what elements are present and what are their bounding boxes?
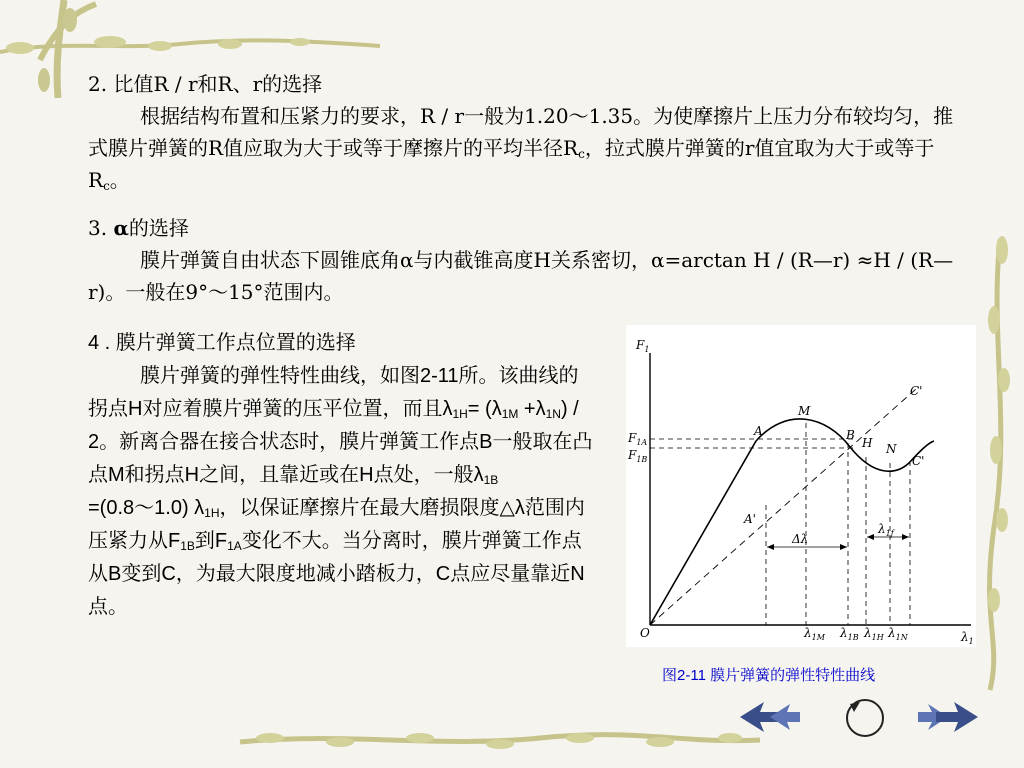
section-2-text-b: ，拉式膜片弹簧的r值宜取为大于或等于R <box>88 136 935 192</box>
text: 。新离合器在接合状态时，膜片弹簧工作点 <box>99 429 480 453</box>
point-n-label: N <box>886 442 897 456</box>
symbol: +λ <box>518 398 546 420</box>
subscript: c <box>578 147 585 161</box>
text: 点应尽量靠近 <box>450 561 571 585</box>
text: 点。 <box>88 594 128 618</box>
point-a-prime-label: A' <box>744 512 756 526</box>
symbol: F <box>214 530 228 552</box>
x-tick-l1h: $\lambda_{1H}$ <box>864 626 884 642</box>
section-4 <box>88 326 598 622</box>
subscript: 1M <box>501 407 519 421</box>
text: 和拐点 <box>124 462 185 486</box>
elastic-characteristic-figure <box>626 325 976 647</box>
section-4-heading-text: 4 . 膜片弹簧工作点位置的选择 <box>88 332 356 354</box>
replay-button[interactable] <box>836 688 912 746</box>
subscript: 1N <box>545 407 561 421</box>
text: 点处，一般 <box>373 462 474 486</box>
symbol: N <box>570 563 585 585</box>
symbol: λ <box>473 464 484 486</box>
figure-ref: 2-11 <box>420 365 459 387</box>
symbol: H <box>184 464 200 486</box>
point-c-prime-label: C' <box>910 384 923 398</box>
subscript: 1B <box>483 473 499 487</box>
subscript: 1B <box>180 539 195 553</box>
symbol: C <box>435 563 451 585</box>
section-2 <box>88 68 968 196</box>
text: 变化不大。当分离时，膜片弹簧工作点从 <box>88 528 582 585</box>
text: 范围内压紧力从 <box>88 495 585 552</box>
alpha-symbol: α <box>113 216 129 240</box>
dashed-diagonal <box>650 389 916 625</box>
previous-slide-button[interactable] <box>730 688 806 746</box>
point-c-label: C' <box>912 454 925 468</box>
section-3 <box>88 212 968 308</box>
symbol: λ <box>442 398 453 420</box>
text: 所。该曲线的拐点 <box>88 363 579 420</box>
text: 到 <box>194 528 215 552</box>
section-2-heading: 2. 比值R / r和R、r的选择 <box>88 72 323 96</box>
section-3-paragraph: 膜片弹簧自由状态下圆锥底角α与内截锥高度H关系密切，α=arctan H / (R—r) ≈H / (R—r)。一般在9°～15°范围内。 <box>88 248 954 304</box>
text: 膜片弹簧的弹性特性曲线，如图 <box>140 363 420 387</box>
text: ，以保证摩擦片在最大磨损限度△ <box>219 495 515 519</box>
symbol: = (λ <box>467 398 502 420</box>
subscript: 1H <box>452 407 468 421</box>
symbol: ) / 2 <box>88 398 579 453</box>
section-4-paragraph <box>88 359 598 622</box>
text: ，为最大限度地减小踏板力， <box>175 561 436 585</box>
section-2-text-c: 。 <box>109 168 130 192</box>
point-a-label: A <box>754 424 763 438</box>
double-right-arrow-icon <box>912 688 988 746</box>
section-2-text-a: 根据结构布置和压紧力的要求，R / r一般为1.20～1.35。为使摩擦片上压力分布较均匀，推式膜片弹簧的R值应取为大于或等于摩擦片的平均半径R <box>88 104 954 160</box>
x-tick-l1m: $\lambda_{1M}$ <box>804 626 825 642</box>
x-tick-l1b: $\lambda_{1B}$ <box>840 626 859 642</box>
elastic-curve-diagram <box>626 325 976 647</box>
replay-circle-icon <box>836 688 894 746</box>
symbol: B <box>479 431 493 453</box>
symbol: C <box>161 563 176 585</box>
symbol: B <box>108 563 122 585</box>
section-3-title: 的选择 <box>128 216 189 240</box>
figure-caption: 图2-11 膜片弹簧的弹性特性曲线 <box>662 667 876 684</box>
f1b-label: $F_{1B}$ <box>628 448 648 464</box>
axis-y-label: $F_1$ <box>636 338 650 354</box>
subscript: 1A <box>227 539 242 553</box>
lam1f-label: $\lambda_{1f}$ <box>878 522 894 538</box>
symbol: H <box>128 398 143 420</box>
text: 变到 <box>121 561 162 585</box>
symbol: λ <box>514 497 525 519</box>
section-4-heading <box>88 326 598 359</box>
text: 一般取在凸点 <box>88 429 593 486</box>
subscript: c <box>103 179 110 193</box>
axis-x-label: $\lambda_1$ <box>961 630 974 646</box>
text: 之间，且靠近或在 <box>199 462 360 486</box>
text: 对应着膜片弹簧的压平位置，而且 <box>142 396 443 420</box>
section-2-paragraph <box>88 100 968 196</box>
subscript: 1H <box>204 506 220 520</box>
delta-lambda-label: Δλ <box>792 532 809 546</box>
section-3-heading <box>88 212 968 244</box>
point-b-label: B <box>846 428 855 442</box>
double-left-arrow-icon <box>730 688 806 746</box>
next-slide-button[interactable] <box>912 688 988 746</box>
x-tick-l1n: $\lambda_{1N}$ <box>888 626 908 642</box>
f1a-label: $F_{1A}$ <box>628 431 648 447</box>
origin-label: O <box>640 626 650 640</box>
point-m-label: M <box>798 404 811 418</box>
symbol: H <box>359 464 374 486</box>
symbol: =(0.8～1.0) λ <box>88 497 205 519</box>
point-h-label: H <box>862 436 873 450</box>
symbol: M <box>108 464 125 486</box>
section-3-number: 3. <box>88 216 114 240</box>
symbol: F <box>168 530 181 552</box>
